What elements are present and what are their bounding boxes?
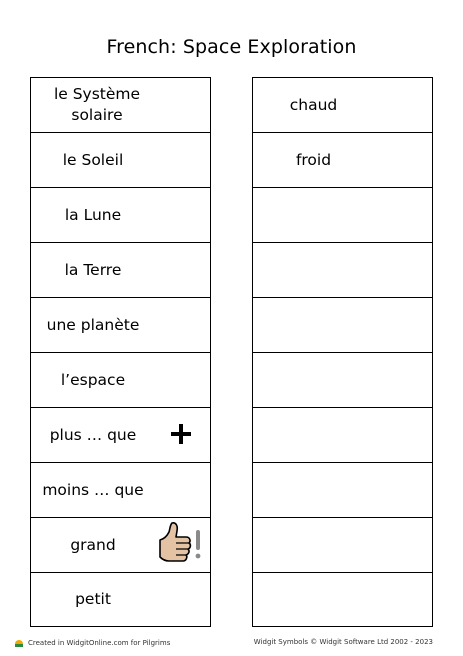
- word-label: le Soleil: [62, 150, 124, 169]
- word-label: l’espace: [60, 370, 126, 389]
- footer-right-text: Widgit Symbols © Widgit Software Ltd 2002 - 2023: [253, 638, 433, 646]
- word-label: [261, 298, 366, 352]
- word-label: la Terre: [64, 260, 122, 279]
- word-label: [261, 573, 366, 626]
- word-label: [261, 463, 366, 517]
- word-label: petit: [75, 590, 111, 608]
- footer-left: [14, 638, 170, 648]
- word-cell: [31, 463, 210, 518]
- word-label: froid: [295, 150, 332, 169]
- empty-cell: [253, 243, 432, 298]
- word-cell: [31, 78, 210, 133]
- plus-icon: [169, 422, 193, 446]
- word-label: [261, 518, 366, 572]
- word-cell: [253, 78, 432, 133]
- word-cell: [31, 298, 210, 353]
- word-label: la Lune: [64, 205, 122, 224]
- word-label: plus … que: [49, 425, 137, 444]
- word-cell: [31, 573, 210, 626]
- word-cell: [31, 353, 210, 408]
- word-cell: [31, 188, 210, 243]
- page-title: French: Space Exploration: [106, 36, 357, 58]
- word-label: [261, 408, 366, 462]
- footer-left-text: Created in WidgitOnline.com for Pilgrims: [28, 639, 171, 647]
- word-cell: [31, 408, 210, 463]
- thumbs-up-exclamation-icon: [155, 520, 207, 570]
- word-cell: [31, 243, 210, 298]
- word-label: grand: [70, 535, 116, 554]
- word-cell: [31, 518, 210, 573]
- word-label: [261, 188, 366, 242]
- left-word-column: [30, 77, 211, 627]
- word-label: moins … que: [42, 480, 144, 499]
- empty-cell: [253, 353, 432, 408]
- right-word-column: [252, 77, 433, 627]
- empty-cell: [253, 188, 432, 243]
- widgit-logo-icon: [14, 638, 24, 648]
- word-cell: [253, 133, 432, 188]
- empty-cell: [253, 518, 432, 573]
- empty-cell: [253, 463, 432, 518]
- word-label: [261, 353, 366, 407]
- empty-cell: [253, 298, 432, 353]
- word-label: une planète: [46, 315, 140, 334]
- empty-cell: [253, 573, 432, 626]
- word-cell: [31, 133, 210, 188]
- word-label: [261, 243, 366, 297]
- word-label: chaud: [289, 95, 338, 114]
- empty-cell: [253, 408, 432, 463]
- word-label: le Système solaire: [53, 85, 141, 124]
